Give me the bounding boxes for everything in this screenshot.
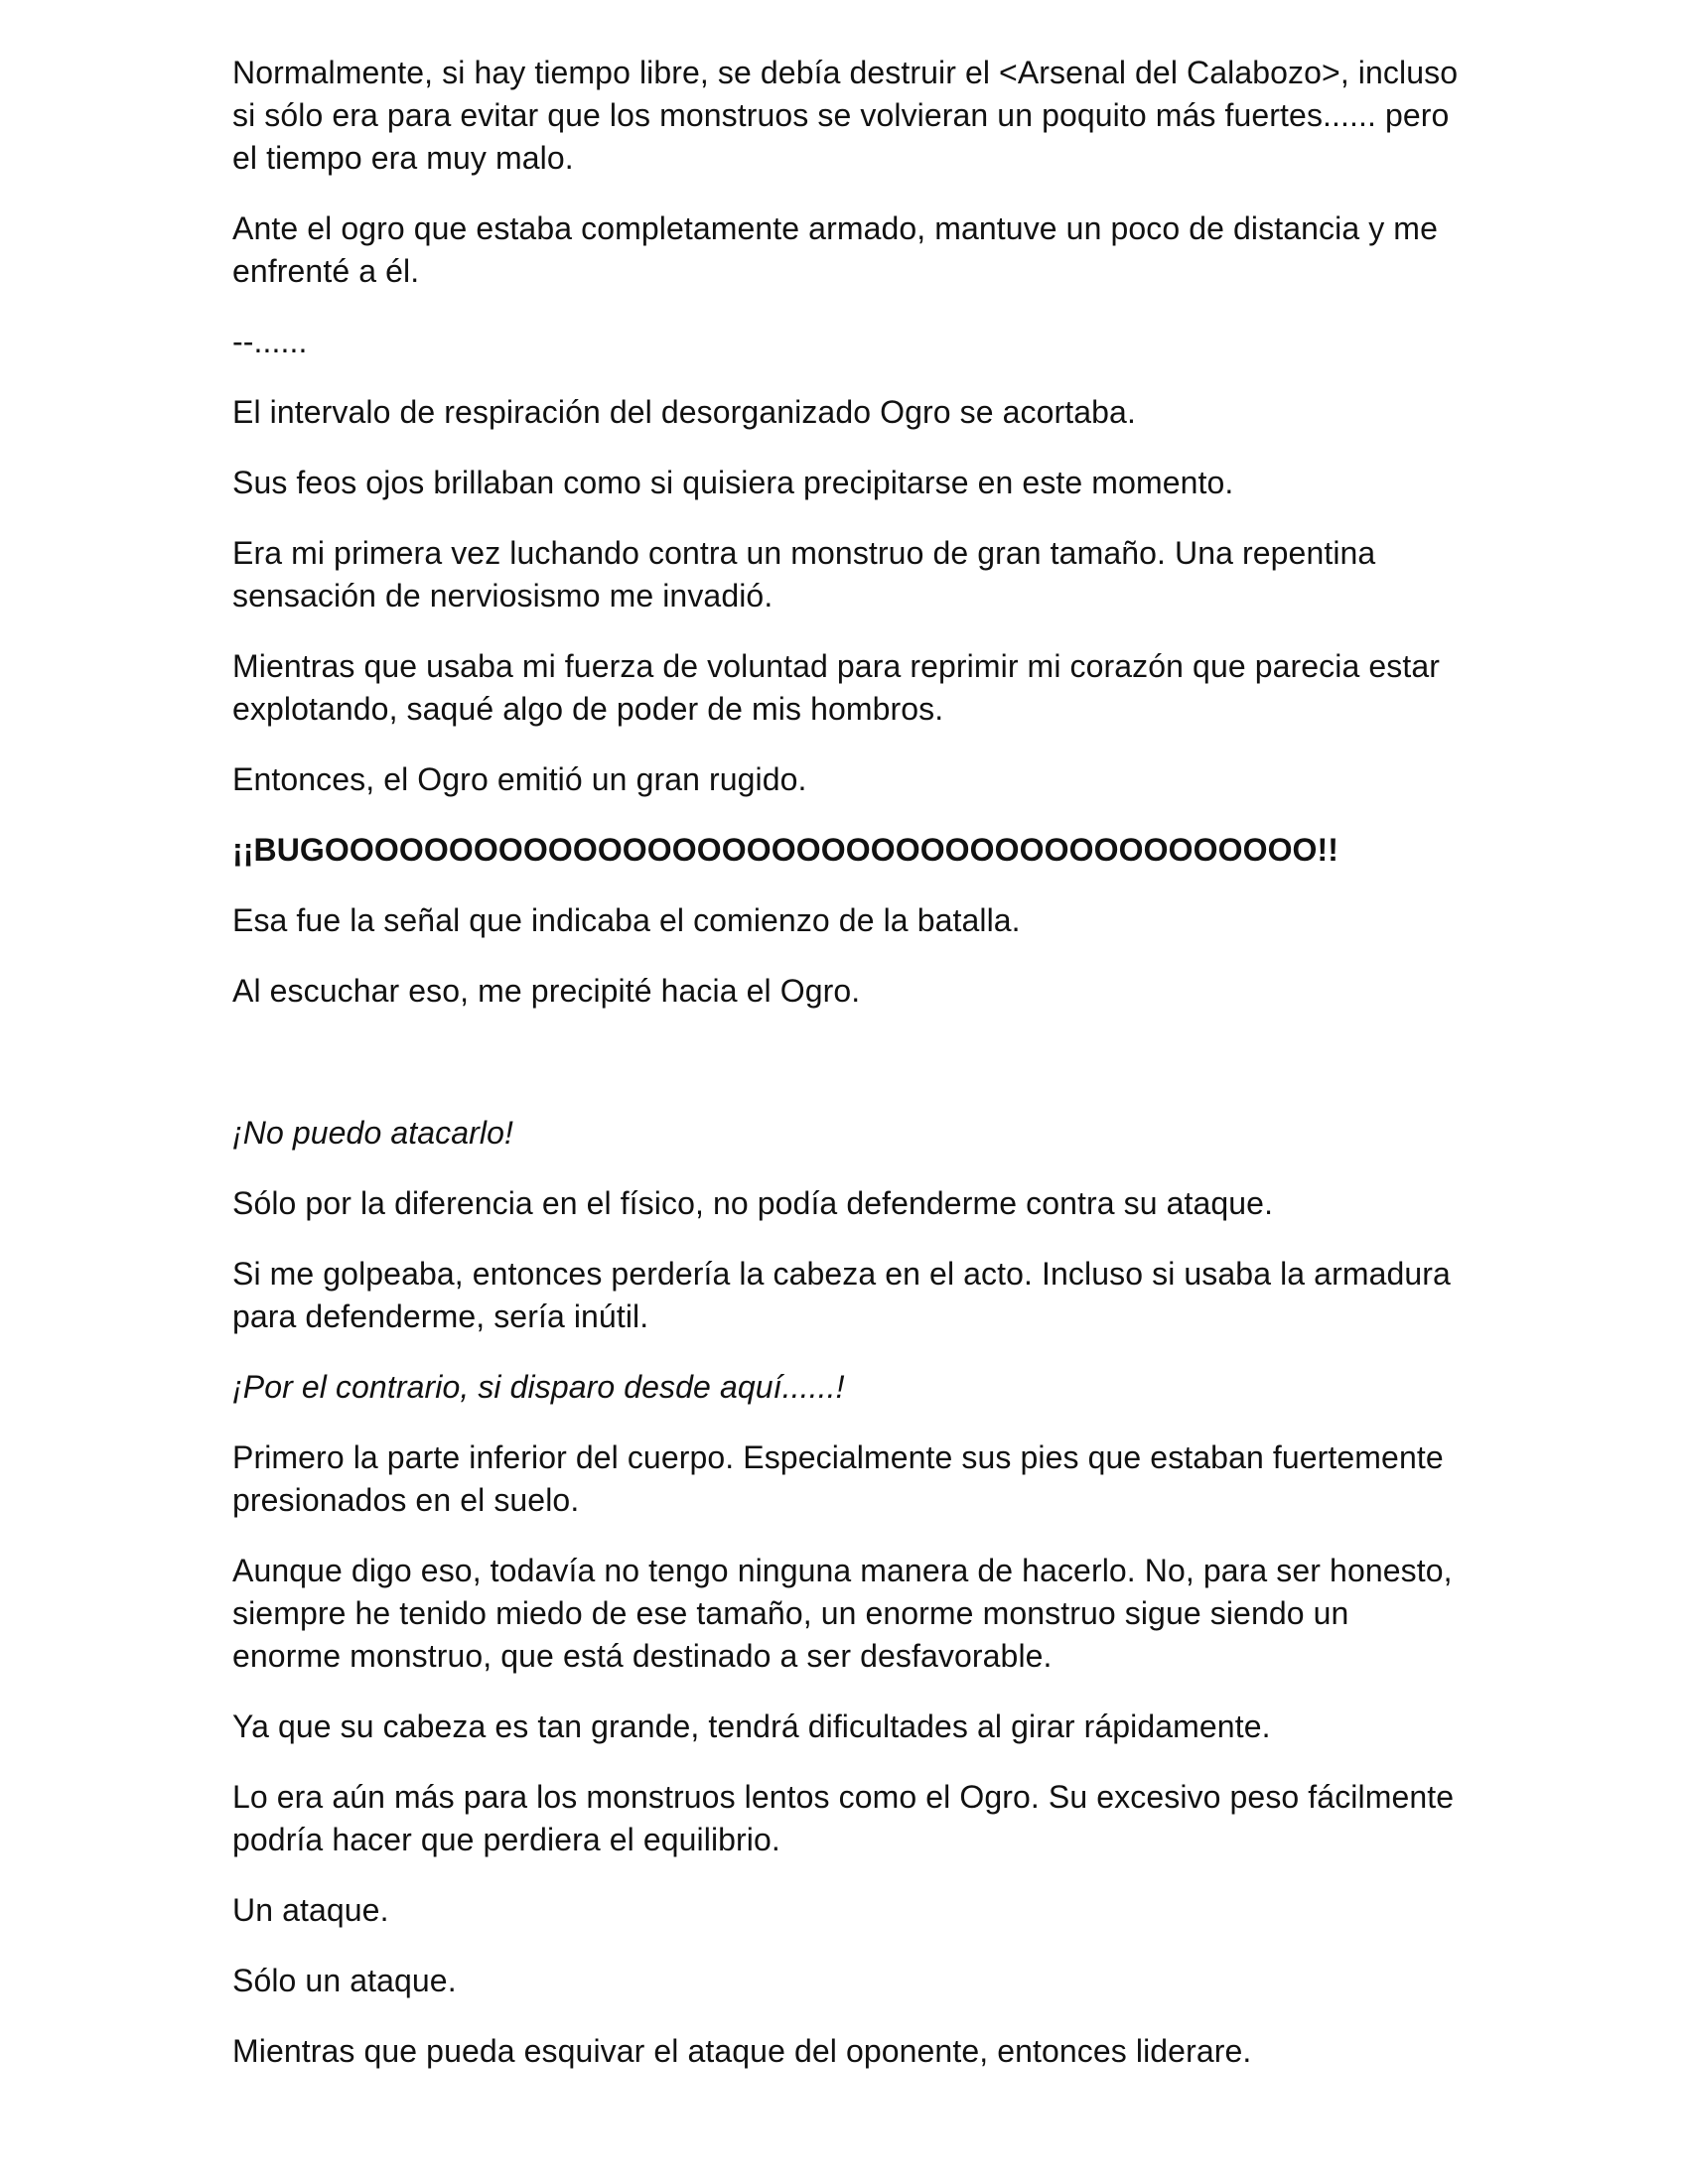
paragraph-11: Al escuchar eso, me precipité hacia el Ogro. <box>232 973 861 1009</box>
paragraph-1: Normalmente, si hay tiempo libre, se debía destruir el <Arsenal del Calabozo>, incluso si sólo era para evitar que los monstruos se volvieran un poquito más fuertes...... pero el tiempo era muy malo. <box>232 55 1459 176</box>
paragraph-20: Un ataque. <box>232 1892 389 1928</box>
paragraph-13: Sólo por la diferencia en el físico, no podía defenderme contra su ataque. <box>232 1185 1274 1221</box>
paragraph-18: Ya que su cabeza es tan grande, tendrá dificultades al girar rápidamente. <box>232 1708 1271 1744</box>
paragraph-7: Mientras que usaba mi fuerza de voluntad para reprimir mi corazón que parecia estar explotando, saqué algo de poder de mis hombros. <box>232 648 1441 727</box>
paragraph-6: Era mi primera vez luchando contra un monstruo de gran tamaño. Una repentina sensación de nerviosismo me invadió. <box>232 535 1376 614</box>
paragraph-22: Mientras que pueda esquivar el ataque del oponente, entonces liderare. <box>232 2033 1252 2069</box>
paragraph-17: Aunque digo eso, todavía no tengo ninguna manera de hacerlo. No, para ser honesto, siempre he tenido miedo de ese tamaño, un enorme monstruo sigue siendo un enorme monstruo, que está destinado a ser desfavorable. <box>232 1553 1453 1674</box>
paragraph-5: Sus feos ojos brillaban como si quisiera precipitarse en este momento. <box>232 465 1234 500</box>
paragraph-19: Lo era aún más para los monstruos lentos como el Ogro. Su excesivo peso fácilmente podría hacer que perdiera el equilibrio. <box>232 1779 1455 1857</box>
paragraph-16: Primero la parte inferior del cuerpo. Especialmente sus pies que estaban fuertemente presionados en el suelo. <box>232 1439 1444 1518</box>
section-gap <box>232 1040 1464 1112</box>
thought-paragraph-1: ¡No puedo atacarlo! <box>232 1115 513 1151</box>
paragraph-8: Entonces, el Ogro emitió un gran rugido. <box>232 761 807 797</box>
roar-paragraph: ¡¡BUGOOOOOOOOOOOOOOOOOOOOOOOOOOOOOOOOOOOOOOOO!! <box>232 832 1339 868</box>
paragraph-2: Ante el ogro que estaba completamente armado, mantuve un poco de distancia y me enfrenté a él. <box>232 210 1438 289</box>
paragraph-4: El intervalo de respiración del desorganizado Ogro se acortaba. <box>232 394 1136 430</box>
paragraph-10: Esa fue la señal que indicaba el comienzo de la batalla. <box>232 902 1021 938</box>
paragraph-21: Sólo un ataque. <box>232 1963 457 1998</box>
paragraph-3: --...... <box>232 324 308 359</box>
thought-paragraph-2: ¡Por el contrario, si disparo desde aquí......! <box>232 1369 845 1405</box>
document-page <box>232 52 1464 2101</box>
paragraph-14: Si me golpeaba, entonces perdería la cabeza en el acto. Incluso si usaba la armadura para defenderme, sería inútil. <box>232 1256 1451 1334</box>
